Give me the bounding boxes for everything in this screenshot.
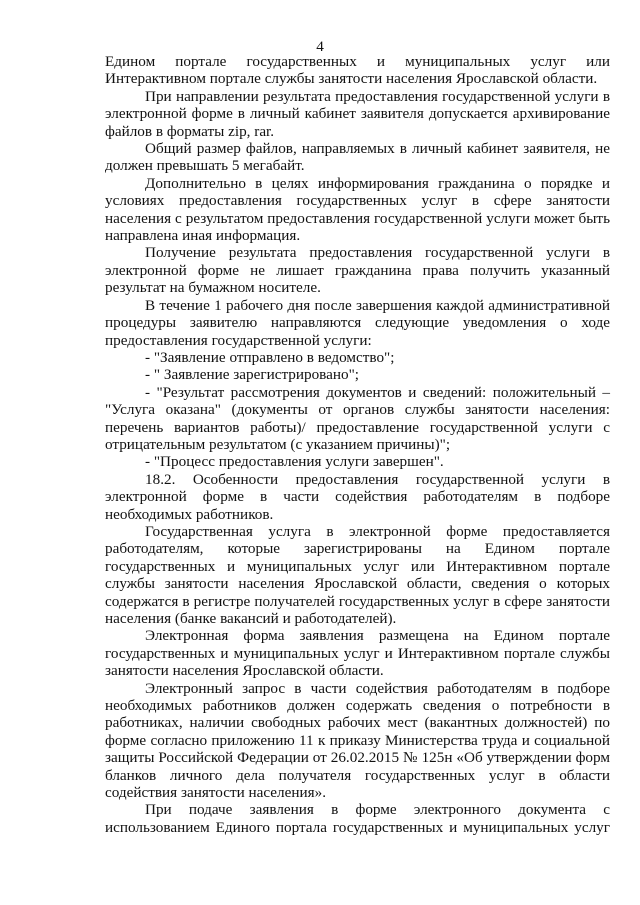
paragraph: Общий размер файлов, направляемых в личный кабинет заявителя, не должен превышать 5 мегабайт. — [105, 140, 610, 175]
paragraph: Электронный запрос в части содействия работодателям в подборе необходимых работников должен содержать сведения о потребности в работниках, наличии свободных рабочих мест (вакантных должностей) по форме согласно приложению 11 к приказу Министерства труда и социальной защиты Российской Федерации от 26.02.2015 № 125н «Об утверждении форм бланков личного дела получателя государственных услуг в области содействия занятости населения». — [105, 679, 610, 802]
paragraph-continued: При подаче заявления в форме электронного документа с использованием Единого портала государственных и муниципальных услуг — [105, 801, 610, 836]
paragraph: Едином портале государственных и муниципальных услуг или Интерактивном портале службы занятости населения Ярославской области. — [105, 53, 610, 88]
page-number: 4 — [316, 38, 324, 55]
paragraph: При направлении результата предоставления государственной услуги в электронной форме в личный кабинет заявителя допускается архивирование файлов в форматы zip, rar. — [105, 87, 610, 140]
paragraph: В течение 1 рабочего дня после завершения каждой административной процедуры заявителю направляются следующие уведомления о ходе предоставления государственной услуги: — [105, 296, 610, 349]
list-item: - "Результат рассмотрения документов и сведений: положительный – "Услуга оказана" (документы от органов службы занятости населения: перечень вариантов работы)/ предоставление государственной услуги с отрицательным результатом (с указанием причины)"; — [105, 383, 610, 453]
paragraph: Электронная форма заявления размещена на Едином портале государственных и муниципальных услуг и Интерактивном портале службы занятости населения Ярославской области. — [105, 627, 610, 680]
list-item: - "Процесс предоставления услуги завершен". — [145, 453, 444, 471]
paragraph: Дополнительно в целях информирования гражданина о порядке и условиях предоставления государственных услуг в сфере занятости населения с результатом предоставления государственной услуги может быть направлена иная информация. — [105, 174, 610, 245]
document-body — [105, 53, 610, 836]
list-item: - "Заявление отправлено в ведомство"; — [145, 348, 395, 366]
list-item: - " Заявление зарегистрировано"; — [145, 366, 360, 384]
section-heading-18-2: 18.2. Особенности предоставления государственной услуги в электронной форме в части содействия работодателям в подборе необходимых работников. — [105, 470, 610, 523]
paragraph: Государственная услуга в электронной форме предоставляется работодателям, которые зарегистрированы на Едином портале государственных и муниципальных услуг или Интерактивном портале службы занятости населения Ярославской области, сведения о которых содержатся в регистре получателей государственных услуг в сфере занятости населения (банке вакансий и работодателей). — [105, 522, 610, 627]
paragraph: Получение результата предоставления государственной услуги в электронной форме не лишает гражданина права получить указанный результат на бумажном носителе. — [105, 244, 610, 297]
